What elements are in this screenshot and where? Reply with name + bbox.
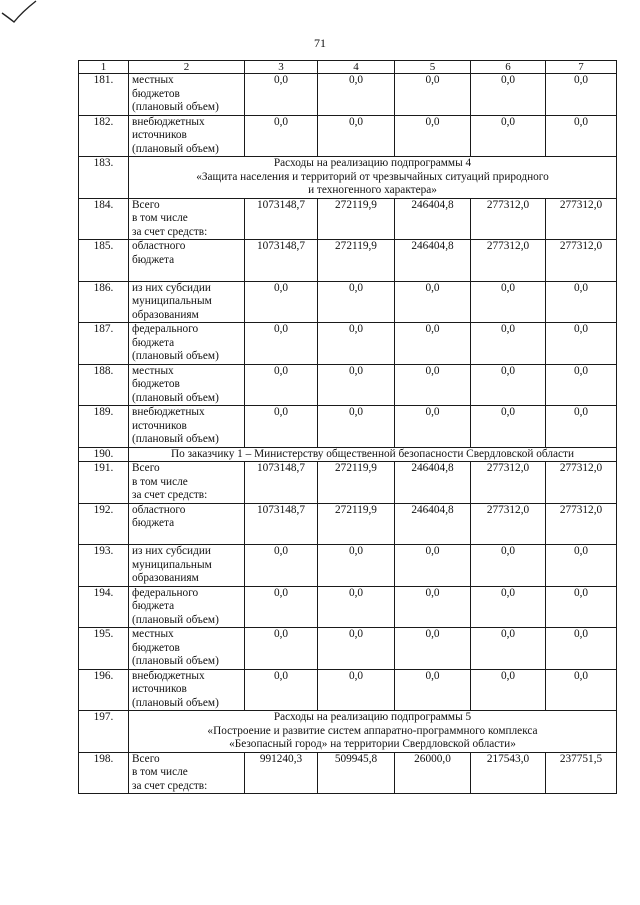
value-cell: 0,0 (395, 406, 471, 448)
row-label (129, 462, 245, 504)
row-number: 183. (79, 157, 129, 199)
row-label-line: (плановый объем) (132, 613, 219, 626)
value-cell: 0,0 (546, 364, 617, 406)
row-label-line: муниципальным (132, 295, 212, 307)
header-cell: 6 (471, 61, 546, 74)
value-cell: 26000,0 (395, 752, 471, 794)
value-cell: 277312,0 (546, 503, 617, 545)
value-cell: 277312,0 (471, 503, 546, 545)
value-cell: 277312,0 (546, 240, 617, 282)
value-cell: 277312,0 (471, 198, 546, 240)
table-row (79, 669, 617, 711)
row-number: 198. (79, 752, 129, 794)
row-number: 182. (79, 115, 129, 157)
value-cell: 0,0 (245, 545, 318, 587)
table-row (79, 198, 617, 240)
table-row (79, 115, 617, 157)
value-cell: 0,0 (471, 406, 546, 448)
value-cell: 0,0 (245, 74, 318, 116)
value-cell: 0,0 (471, 628, 546, 670)
value-cell: 277312,0 (471, 240, 546, 282)
row-number: 195. (79, 628, 129, 670)
table-row (79, 462, 617, 504)
row-number: 185. (79, 240, 129, 282)
value-cell: 272119,9 (318, 462, 395, 504)
value-cell: 0,0 (395, 628, 471, 670)
header-cell: 2 (129, 61, 245, 74)
value-cell: 246404,8 (395, 240, 471, 282)
value-cell: 246404,8 (395, 462, 471, 504)
row-label-line: в том числе (132, 475, 188, 488)
value-cell: 272119,9 (318, 240, 395, 282)
row-label (129, 545, 245, 587)
value-cell: 0,0 (395, 364, 471, 406)
section-title (129, 157, 617, 199)
value-cell: 0,0 (546, 406, 617, 448)
row-label-line: (плановый объем) (132, 655, 219, 667)
row-label-line: из них субсидии (132, 545, 211, 557)
section-title (129, 447, 617, 462)
row-label-line: (плановый объем) (132, 696, 219, 709)
section-row (79, 711, 617, 753)
value-cell: 246404,8 (395, 503, 471, 545)
row-label-line: внебюджетных (132, 406, 205, 418)
row-number: 196. (79, 669, 129, 711)
table-row (79, 240, 617, 282)
value-cell: 0,0 (395, 74, 471, 116)
row-label-line: источников (132, 419, 187, 432)
row-label-line: внебюджетных (132, 115, 205, 128)
value-cell: 217543,0 (471, 752, 546, 794)
handwritten-check-mark (0, 0, 40, 26)
value-cell: 1073148,7 (245, 240, 318, 282)
table-row (79, 586, 617, 628)
row-label-line: (плановый объем) (132, 391, 219, 404)
value-cell: 1073148,7 (245, 198, 318, 240)
value-cell: 991240,3 (245, 752, 318, 794)
row-label-line: бюджетов (132, 641, 180, 654)
value-cell: 0,0 (546, 281, 617, 323)
row-label-line: областного (132, 240, 186, 252)
row-number: 181. (79, 74, 129, 116)
row-label-line: бюджетов (132, 87, 180, 100)
row-label-line: Всего (132, 462, 160, 474)
row-label (129, 198, 245, 240)
row-number: 188. (79, 364, 129, 406)
budget-table (78, 60, 617, 794)
value-cell: 0,0 (546, 628, 617, 670)
row-label-line: Всего (132, 198, 160, 211)
value-cell: 0,0 (245, 364, 318, 406)
value-cell: 272119,9 (318, 503, 395, 545)
row-label-line: бюджета (132, 253, 175, 266)
value-cell: 0,0 (318, 669, 395, 711)
value-cell: 0,0 (546, 115, 617, 157)
value-cell: 237751,5 (546, 752, 617, 794)
value-cell: 1073148,7 (245, 462, 318, 504)
row-label-line: (плановый объем) (132, 101, 219, 113)
value-cell: 0,0 (471, 586, 546, 628)
row-number: 190. (79, 447, 129, 462)
row-label-line: местных (132, 364, 174, 377)
row-label-line: за счет средств: (132, 779, 208, 792)
value-cell: 0,0 (395, 545, 471, 587)
row-label (129, 406, 245, 448)
value-cell: 0,0 (395, 281, 471, 323)
value-cell: 0,0 (546, 323, 617, 365)
value-cell: 0,0 (471, 281, 546, 323)
row-number: 192. (79, 503, 129, 545)
row-label-line: образованиям (132, 572, 199, 584)
value-cell: 0,0 (318, 364, 395, 406)
row-label (129, 74, 245, 116)
row-label (129, 503, 245, 545)
value-cell: 0,0 (318, 74, 395, 116)
table-row (79, 628, 617, 670)
row-label-line: местных (132, 628, 174, 640)
row-label (129, 586, 245, 628)
value-cell: 0,0 (546, 669, 617, 711)
row-label-line: образованиям (132, 308, 199, 321)
value-cell: 0,0 (245, 281, 318, 323)
row-number: 184. (79, 198, 129, 240)
row-label-line: местных (132, 74, 174, 86)
value-cell: 0,0 (546, 545, 617, 587)
value-cell: 0,0 (546, 74, 617, 116)
value-cell: 0,0 (318, 406, 395, 448)
row-label-line: за счет средств: (132, 489, 208, 501)
table-row (79, 503, 617, 545)
value-cell: 272119,9 (318, 198, 395, 240)
value-cell: 0,0 (245, 669, 318, 711)
value-cell: 0,0 (395, 669, 471, 711)
value-cell: 509945,8 (318, 752, 395, 794)
row-label-line: источников (132, 683, 187, 695)
header-cell: 3 (245, 61, 318, 74)
row-label (129, 240, 245, 282)
section-row (79, 447, 617, 462)
value-cell: 0,0 (245, 586, 318, 628)
row-label-line: в том числе (132, 212, 188, 224)
header-cell: 1 (79, 61, 129, 74)
row-label (129, 752, 245, 794)
header-row (79, 61, 617, 74)
value-cell: 277312,0 (546, 198, 617, 240)
value-cell: 277312,0 (546, 462, 617, 504)
table-row (79, 752, 617, 794)
table-row (79, 545, 617, 587)
value-cell: 0,0 (471, 364, 546, 406)
section-title-line: Расходы на реализацию подпрограммы 4 (273, 157, 472, 169)
value-cell: 0,0 (395, 586, 471, 628)
header-cell: 4 (318, 61, 395, 74)
section-title (129, 711, 617, 753)
row-label-line: муниципальным (132, 558, 212, 571)
row-label-line: за счет средств: (132, 225, 208, 238)
row-number: 191. (79, 462, 129, 504)
row-label-line: источников (132, 129, 187, 141)
row-label (129, 669, 245, 711)
value-cell: 1073148,7 (245, 503, 318, 545)
row-label (129, 628, 245, 670)
value-cell: 0,0 (318, 115, 395, 157)
row-label-line: в том числе (132, 766, 188, 778)
row-label-line: (плановый объем) (132, 433, 219, 445)
row-number: 189. (79, 406, 129, 448)
value-cell: 0,0 (245, 115, 318, 157)
value-cell: 0,0 (471, 669, 546, 711)
row-label-line: из них субсидии (132, 281, 211, 294)
value-cell: 0,0 (546, 586, 617, 628)
row-label-line: бюджета (132, 517, 175, 529)
section-row (79, 157, 617, 199)
row-number: 197. (79, 711, 129, 753)
row-label-line: бюджетов (132, 378, 180, 390)
row-label (129, 281, 245, 323)
value-cell: 0,0 (395, 323, 471, 365)
value-cell: 0,0 (318, 586, 395, 628)
value-cell: 0,0 (395, 115, 471, 157)
table-row (79, 406, 617, 448)
table-row (79, 323, 617, 365)
table-row (79, 281, 617, 323)
row-label-line: федерального (132, 586, 199, 599)
row-label-line: (плановый объем) (132, 350, 219, 362)
value-cell: 0,0 (318, 323, 395, 365)
header-cell: 5 (395, 61, 471, 74)
value-cell: 0,0 (471, 323, 546, 365)
value-cell: 0,0 (471, 74, 546, 116)
section-title-line: «Безопасный город» на территории Свердловской области» (229, 738, 516, 750)
row-number: 193. (79, 545, 129, 587)
value-cell: 246404,8 (395, 198, 471, 240)
row-label-line: областного (132, 503, 186, 516)
section-title-line: «Построение и развитие систем аппаратно-программного комплекса (207, 724, 538, 737)
value-cell: 0,0 (471, 545, 546, 587)
row-label-line: федерального (132, 323, 199, 335)
section-title-line: Расходы на реализацию подпрограммы 5 (273, 711, 472, 723)
row-label (129, 364, 245, 406)
table-row (79, 364, 617, 406)
value-cell: 0,0 (245, 628, 318, 670)
value-cell: 0,0 (245, 323, 318, 365)
row-label-line: бюджета (132, 600, 175, 612)
table-row (79, 74, 617, 116)
row-number: 194. (79, 586, 129, 628)
section-title-line: По заказчику 1 – Министерству общественной безопасности Свердловской области (170, 447, 575, 460)
row-label-line: внебюджетных (132, 669, 205, 682)
row-label (129, 115, 245, 157)
section-title-line: «Защита населения и территорий от чрезвычайных ситуаций природного (196, 170, 549, 183)
value-cell: 0,0 (471, 115, 546, 157)
value-cell: 0,0 (318, 545, 395, 587)
page-number: 71 (314, 36, 326, 50)
value-cell: 277312,0 (471, 462, 546, 504)
value-cell: 0,0 (318, 281, 395, 323)
row-label (129, 323, 245, 365)
section-title-line: и техногенного характера» (308, 184, 437, 196)
value-cell: 0,0 (245, 406, 318, 448)
row-number: 187. (79, 323, 129, 365)
value-cell: 0,0 (318, 628, 395, 670)
row-number: 186. (79, 281, 129, 323)
row-label-line: бюджета (132, 336, 175, 349)
row-label-line: Всего (132, 752, 160, 765)
row-label-line: (плановый объем) (132, 142, 219, 155)
header-cell: 7 (546, 61, 617, 74)
